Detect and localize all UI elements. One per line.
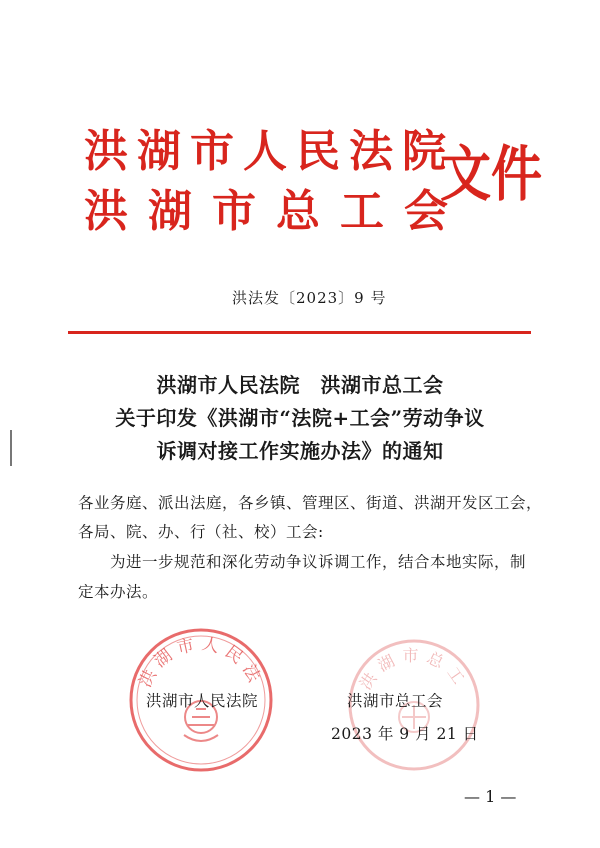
page-number: — 1 — <box>464 787 517 806</box>
body-paragraph-line-1: 为进一步规范和深化劳动争议诉调工作，结合本地实际，制 <box>110 553 527 571</box>
header-org-union: 洪湖市总工会 <box>84 186 468 237</box>
svg-text:洪湖市人民法 <box>135 634 266 691</box>
red-divider-line <box>68 331 531 334</box>
title-line-2: 关于印发《洪湖市“法院+工会”劳动争议 <box>115 406 485 430</box>
court-seal-text: 洪湖市人民法 <box>135 634 267 691</box>
header-org-court: 洪湖市人民法院 <box>84 126 455 177</box>
signature-court: 洪湖市人民法院 <box>146 692 259 710</box>
document-number: 洪法发〔2023〕9 号 <box>232 289 387 307</box>
recipients-line-1: 各业务庭、派出法庭，各乡镇、管理区、街道、洪湖开发区工会， <box>78 494 543 512</box>
union-seal-text: 洪湖市总工 <box>355 646 473 694</box>
recipients-line-2: 各局、院、办、行（社、校）工会: <box>78 523 324 541</box>
title-line-1: 洪湖市人民法院 洪湖市总工会 <box>156 373 444 397</box>
svg-text:洪湖市总工 <box>356 646 472 693</box>
header-wenjian: 文件 <box>440 140 542 210</box>
signature-date: 2023 年 9 月 21 日 <box>331 725 479 743</box>
title-line-3: 诉调对接工作实施办法》的通知 <box>156 439 444 463</box>
signature-union: 洪湖市总工会 <box>347 692 444 710</box>
body-paragraph-line-2: 定本办法。 <box>78 583 159 601</box>
